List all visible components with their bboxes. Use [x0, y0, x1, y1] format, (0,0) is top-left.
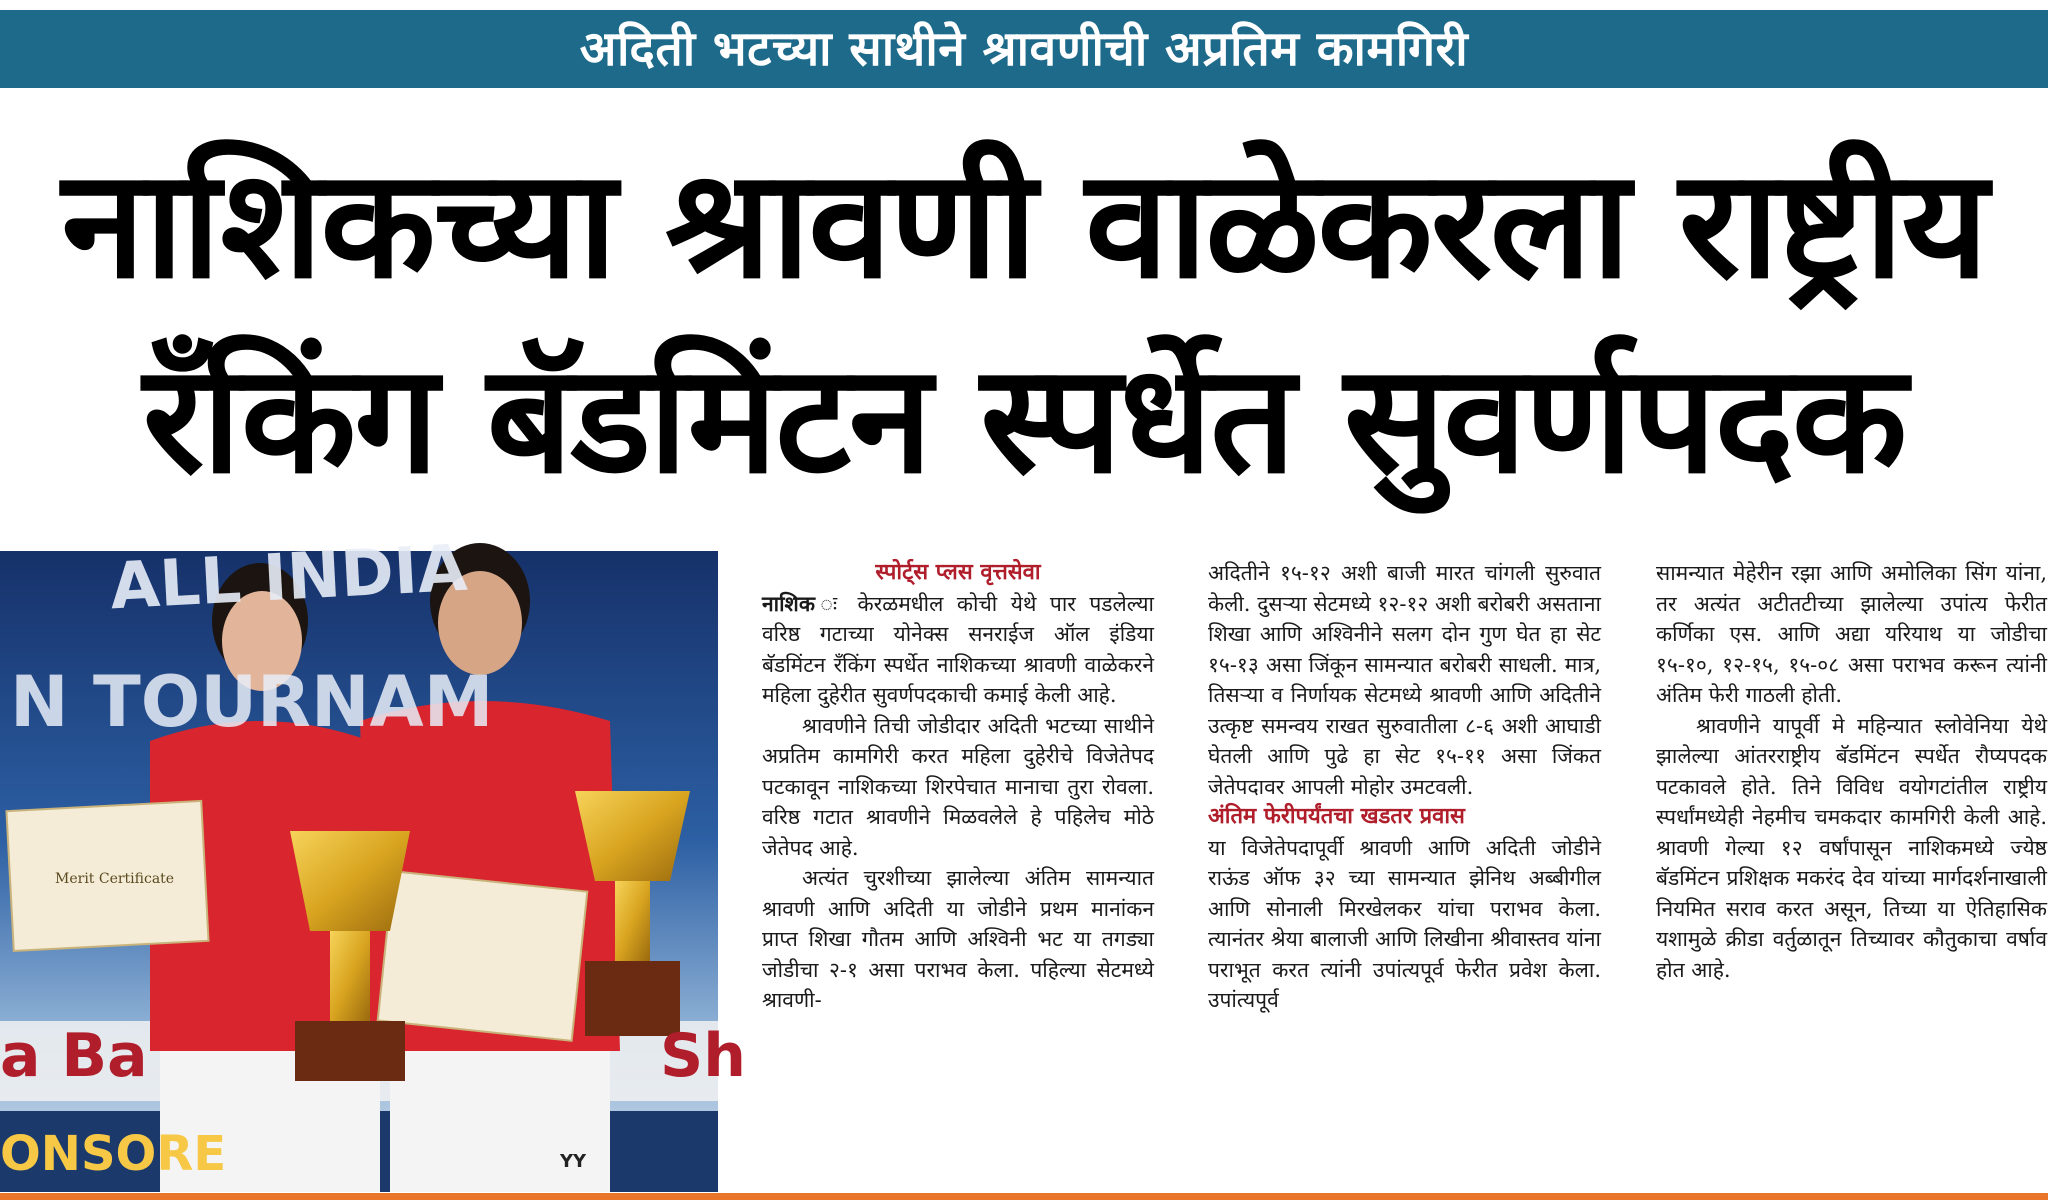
paragraph-6: सामन्यात मेहेरीन रझा आणि अमोलिका सिंग यांना, तर अत्यंत अटीतटीच्या झालेल्या उपांत्य फेरीत कर्णिका एस. आणि अद्या यरियाथ या जोडीचा १५-१०, १२-१५, १५-०८ असा पराभव करून त्यांनी अंतिम फेरी गाठली होती.	[1656, 561, 2047, 707]
article-column-2	[1208, 558, 1601, 1016]
paragraph-2: श्रावणीने तिची जोडीदार अदिती भटच्या साथीने अप्रतिम कामगिरी करत महिला दुहेरीचे विजेतेपद पटकावून नाशिकच्या शिरपेचात मानाचा तुरा रोवला. वरिष्ठ गटात श्रावणीने मिळवलेले हे पहिलेच मोठे जेतेपद आहे.	[762, 713, 1154, 860]
certificate-title: Merit Certificate	[55, 871, 175, 887]
article-photo	[0, 531, 746, 1192]
kicker-text: अदिती भटच्या साथीने श्रावणीची अप्रतिम कामगिरी	[579, 21, 1469, 77]
headline-line-1: नाशिकच्या श्रावणी वाळेकरला राष्ट्रीय	[61, 138, 1987, 312]
byline: स्पोर्ट्स प्लस वृत्तसेवा	[875, 560, 1041, 585]
article-column-3	[1656, 558, 2047, 985]
paragraph-1	[762, 589, 1154, 711]
dateline-place: नाशिक	[762, 590, 815, 616]
paragraph-7: श्रावणीने यापूर्वी मे महिन्यात स्लोवेनिया येथे झालेल्या आंतरराष्ट्रीय बॅडमिंटन स्पर्धेत रौप्यपदक पटकावले होते. तिने विविध वयोगटांतील राष्ट्रीय स्पर्धांमध्येही नेहमीच चमकदार कामगिरी केली आहे. श्रावणी गेल्या १२ वर्षांपासून नाशिकमध्ये ज्येष्ठ बॅडमिंटन प्रशिक्षक मकरंद देव यांच्या मार्गदर्शनाखाली नियमित सराव करत असून, तिच्या या ऐतिहासिक यशामुळे क्रीडा वर्तुळातून तिच्यावर कौतुकाचा वर्षाव होत आहे.	[1656, 713, 2047, 982]
photo-banner-left: a Ba	[0, 1021, 148, 1091]
subheading: अंतिम फेरीपर्यंतचा खडतर प्रवास	[1208, 804, 1465, 829]
photo-banner-right: Sh	[660, 1021, 746, 1091]
paragraph-4: अदितीने १५-१२ अशी बाजी मारत चांगली सुरुवात केली. दुसऱ्या सेटमध्ये १२-१२ अशी बरोबरी असताना शिखा आणि अश्विनीने सलग दोन गुण घेत हा सेट १५-१३ असा जिंकून सामन्यात बरोबरी साधली. मात्र, तिसऱ्या व निर्णायक सेटमध्ये श्रावणी आणि अदितीने उत्कृष्ट समन्वय राखत सुरुवातीला ८-६ अशी आघाडी घेतली आणि पुढे हा सेट १५-११ असा जिंकत जेतेपदावर आपली मोहोर उमटवली.	[1208, 561, 1601, 799]
article-column-1	[762, 558, 1154, 1016]
photo-banner-mid: N TOURNAM	[10, 661, 494, 743]
paragraph-5: या विजेतेपदापूर्वी श्रावणी आणि अदिती जोडीने राऊंड ऑफ ३२ च्या सामन्यात झेनिथ अब्बीगील आणि सोनाली मिरखेलकर यांचा पराभव केला. त्यानंतर श्रेया बालाजी आणि लिखीना श्रीवास्तव यांना पराभूत करत त्यांनी उपांत्यपूर्व फेरीत प्रवेश केला. उपांत्यपूर्व	[1208, 835, 1601, 1012]
bottom-stripe	[0, 1193, 2048, 1200]
photo-banner-bottom: ONSORE	[0, 1126, 227, 1182]
paragraph-3: अत्यंत चुरशीच्या झालेल्या अंतिम सामन्यात श्रावणी आणि अदिती या जोडीने प्रथम मानांकन प्राप्त शिखा गौतम आणि अश्विनी भट या तगड्या जोडीचा २-१ असा पराभव केला. पहिल्या सेटमध्ये श्रावणी-	[762, 866, 1154, 1012]
photo-banner-top: ALL INDIA	[108, 531, 469, 625]
paragraph-1-text: ः केरळमधील कोची येथे पार पडलेल्या वरिष्ठ गटाच्या योनेक्स सनराईज ऑल इंडिया बॅडमिंटन रँकिंग स्पर्धेत नाशिकच्या श्रावणी वाळेकरने महिला दुहेरीत सुवर्णपदकाची कमाई केली आहे.	[762, 591, 1154, 707]
headline-line-2: रँकिंग बॅडमिंटन स्पर्धेत सुवर्णपदक	[142, 333, 1906, 507]
jersey-logo: YY	[560, 1151, 587, 1172]
